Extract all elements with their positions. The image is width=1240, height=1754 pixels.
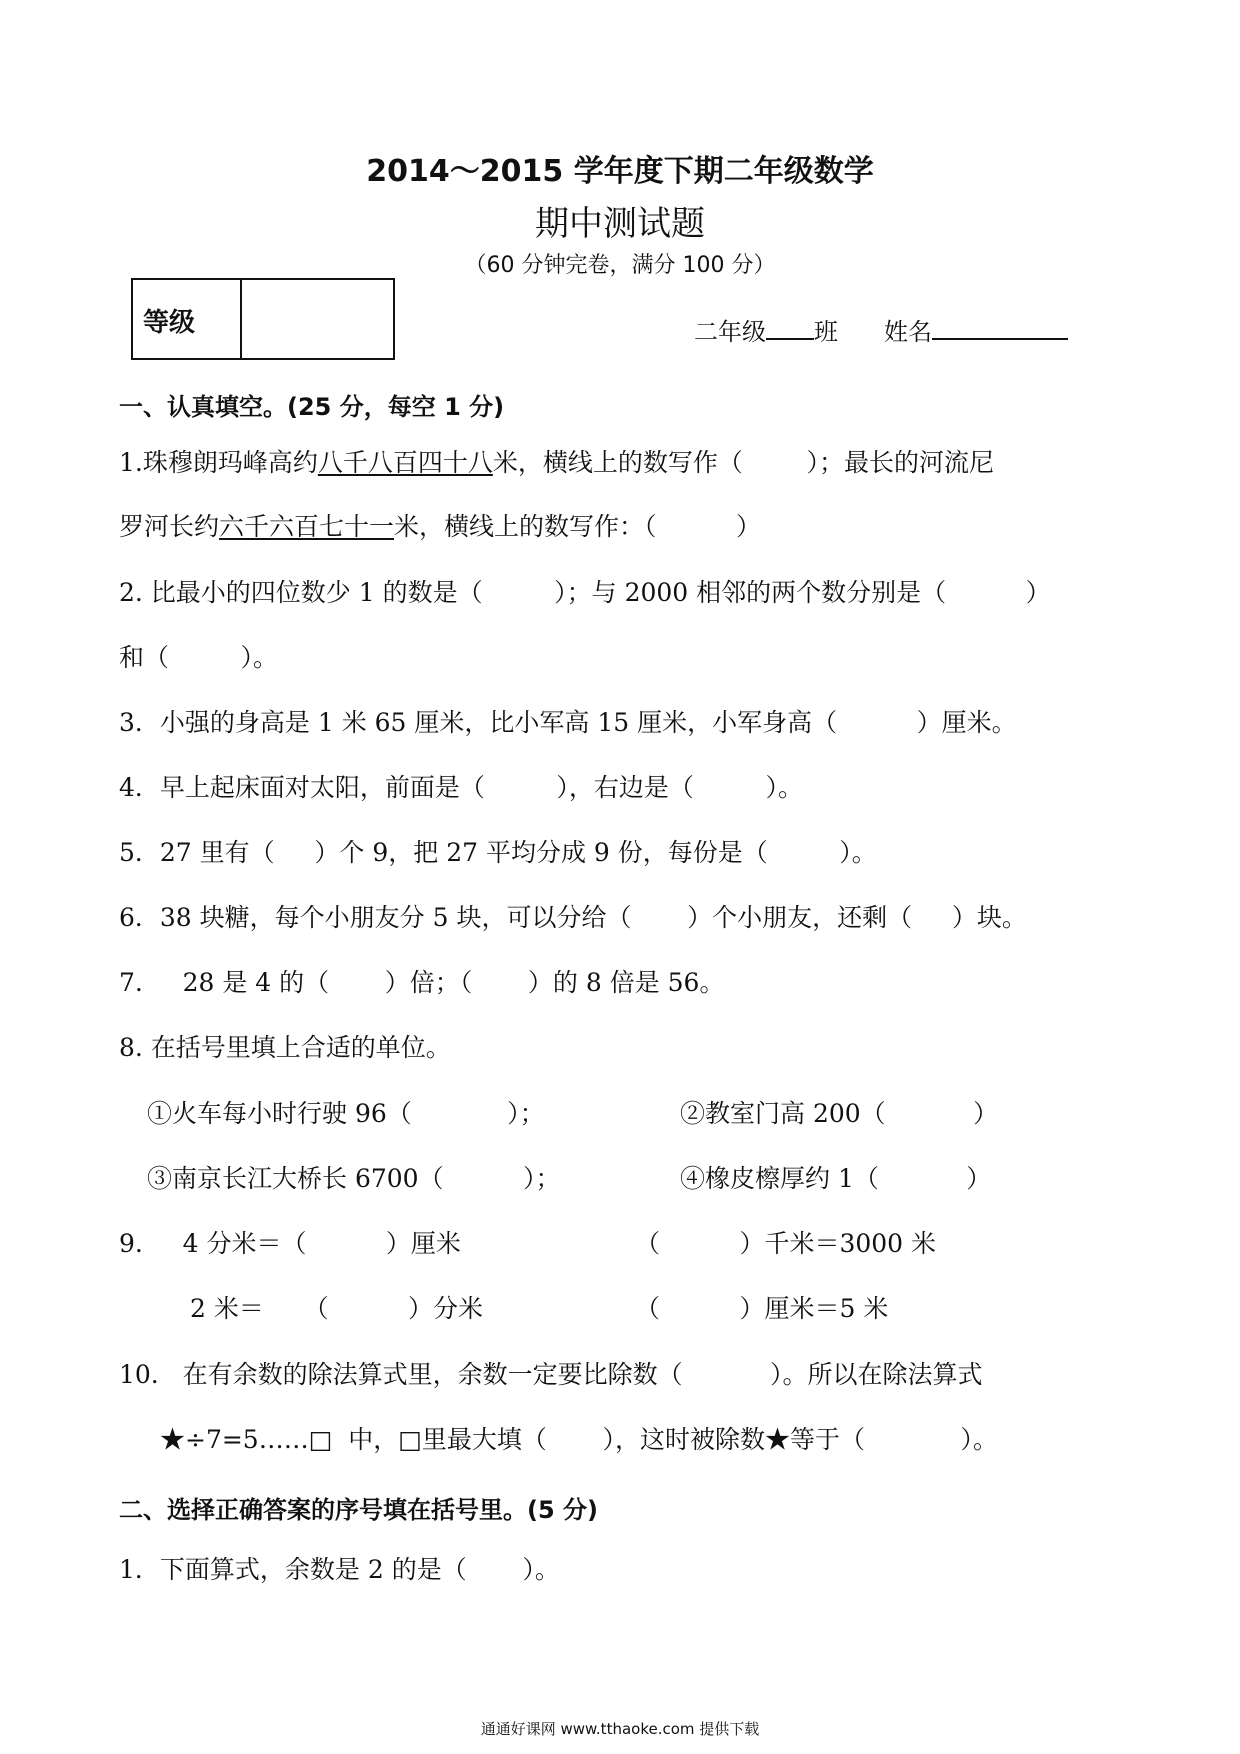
- class-blank[interactable]: [766, 318, 814, 340]
- question-8-item-3: ③南京长江大桥长 6700（ ）；: [147, 1164, 561, 1193]
- question-5: 5．27 里有（ ）个 9，把 27 平均分成 9 份，每份是（ ）。: [119, 838, 877, 867]
- question-8-item-4: ④橡皮檫厚约 1（ ）: [680, 1164, 992, 1193]
- underlined-number-2: 六千六百七十一: [219, 512, 395, 541]
- question-9-part-a: 9. 4 分米＝（ ）厘米: [119, 1229, 461, 1258]
- underlined-number-1: 八千八百四十八: [317, 448, 493, 477]
- section-2-question-1: 1．下面算式，余数是 2 的是（ ）。: [119, 1555, 560, 1584]
- student-info: [694, 312, 1068, 347]
- question-8-title: 8. 在括号里填上合适的单位。: [119, 1033, 451, 1062]
- exam-subtitle: 期中测试题: [535, 204, 705, 244]
- exam-time-note: （60 分钟完卷，满分 100 分）: [464, 253, 776, 278]
- question-9-part-d: （ ）厘米＝5 米: [635, 1294, 889, 1323]
- question-2-line-1: 2. 比最小的四位数少 1 的数是（ ）；与 2000 相邻的两个数分别是（ ）: [119, 578, 1051, 607]
- question-8-item-1: ①火车每小时行驶 96（ ）；: [147, 1099, 545, 1128]
- section-1-title: 一、认真填空。(25 分，每空 1 分): [119, 393, 505, 421]
- exam-title: 2014～2015 学年度下期二年级数学: [366, 154, 874, 189]
- grade-value-cell[interactable]: [242, 280, 393, 358]
- question-10-line-2: ★÷7=5……□ 中，□里最大填（ ），这时被除数★等于（ ）。: [160, 1425, 998, 1454]
- class-prefix: 二年级: [694, 318, 766, 346]
- question-10-line-1: 10. 在有余数的除法算式里，余数一定要比除数（ ）。所以在除法算式: [119, 1360, 983, 1389]
- question-4: 4．早上起床面对太阳，前面是（ ），右边是（ ）。: [119, 773, 803, 802]
- question-1-line-1: 1.珠穆朗玛峰高约八千八百四十八米，横线上的数写作（ ）；最长的河流尼: [119, 448, 994, 477]
- class-suffix: 班: [814, 318, 838, 346]
- question-6: 6．38 块糖，每个小朋友分 5 块，可以分给（ ）个小朋友，还剩（ ）块。: [119, 903, 1027, 932]
- section-2-title: 二、选择正确答案的序号填在括号里。(5 分): [119, 1496, 598, 1524]
- question-9-part-c: 2 米＝ （ ）分米: [190, 1294, 484, 1323]
- name-label: 姓名: [884, 318, 932, 346]
- question-7: 7. 28 是 4 的（ ）倍；（ ）的 8 倍是 56。: [119, 968, 725, 997]
- question-8-item-2: ②教室门高 200（ ）: [680, 1099, 999, 1128]
- question-3: 3．小强的身高是 1 米 65 厘米，比小军高 15 厘米，小军身高（ ）厘米。: [119, 708, 1017, 737]
- question-9-part-b: （ ）千米＝3000 米: [635, 1229, 937, 1258]
- question-1-line-2: 罗河长约六千六百七十一米，横线上的数写作：（ ）: [119, 512, 762, 541]
- grade-label: 等级: [133, 280, 242, 358]
- name-blank[interactable]: [932, 318, 1068, 340]
- question-2-line-2: 和（ ）。: [119, 643, 279, 672]
- grade-box: [131, 278, 395, 360]
- footer-credit: 通通好课网 www.tthaoke.com 提供下载: [480, 1720, 760, 1738]
